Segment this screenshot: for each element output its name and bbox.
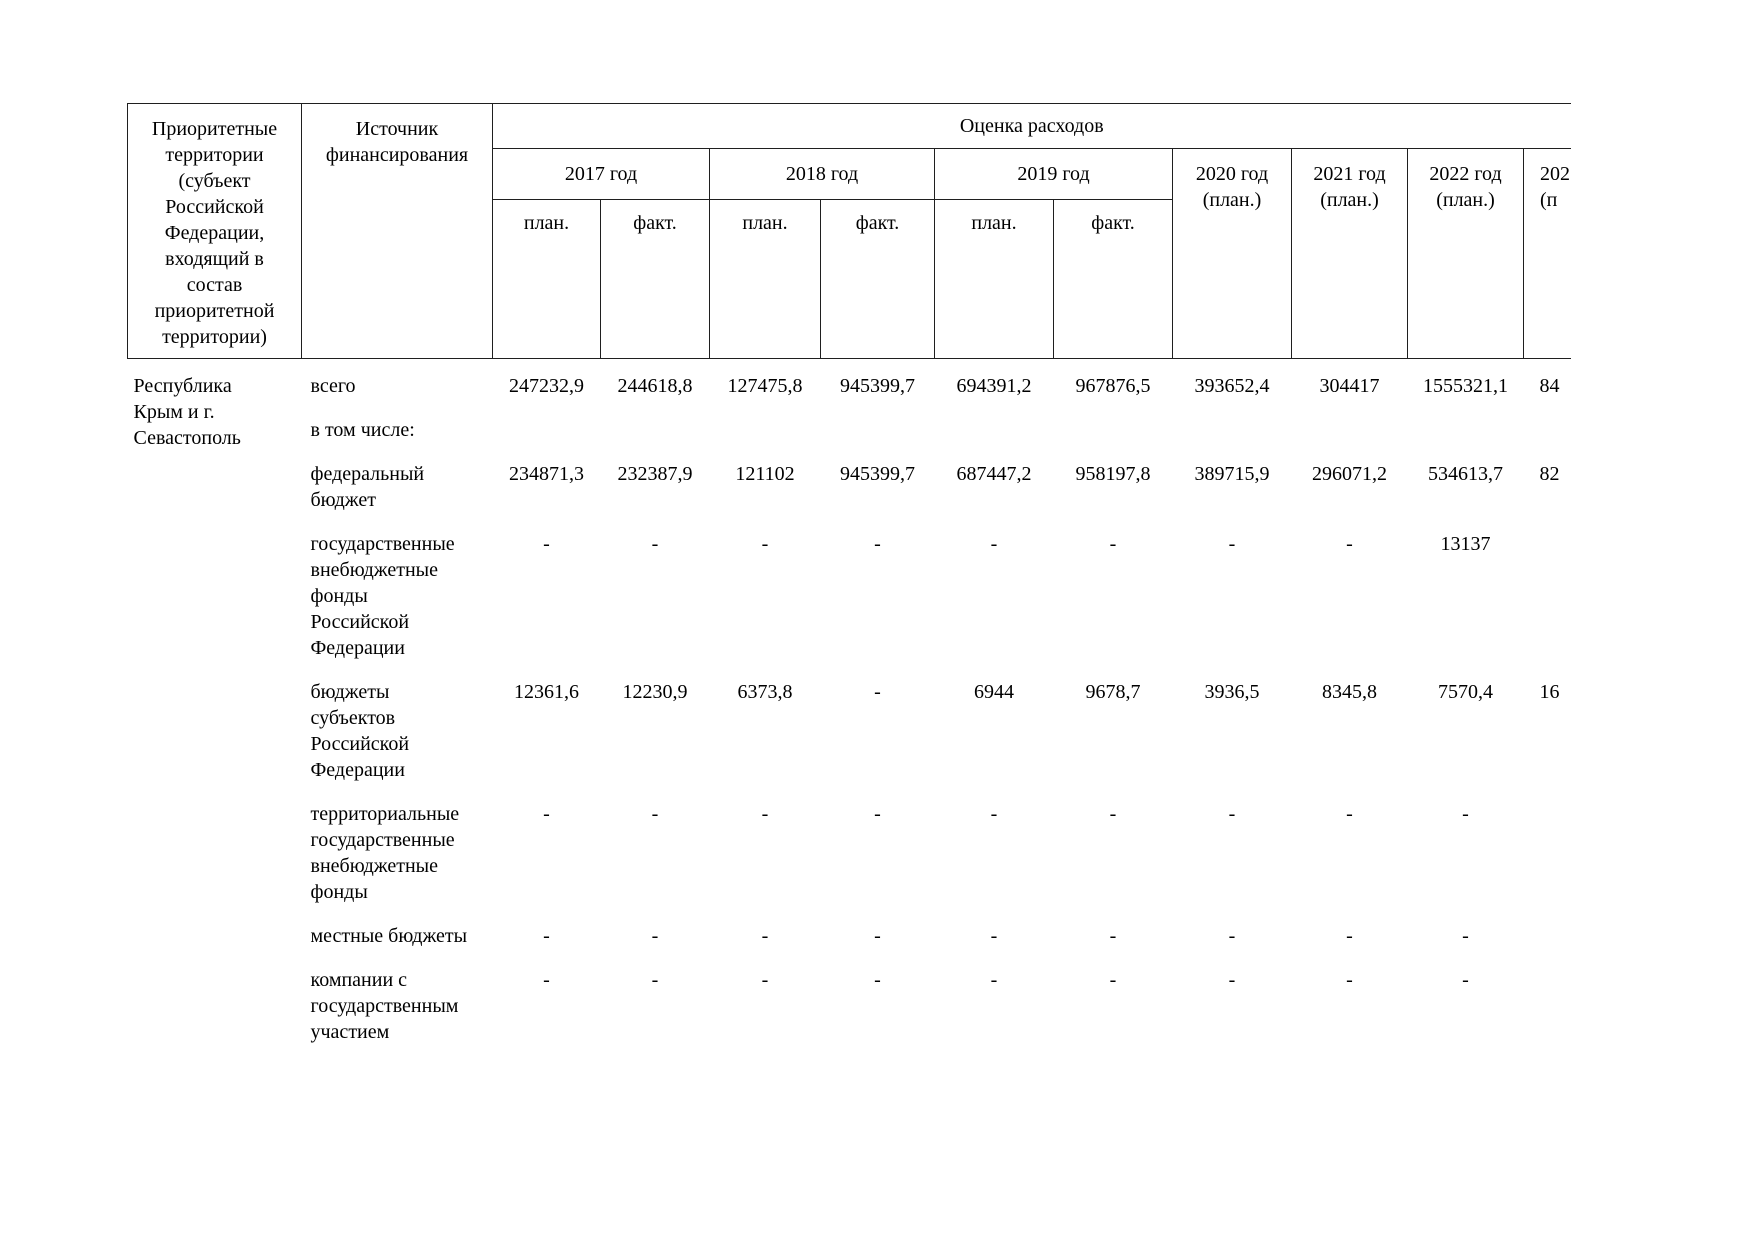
col-header-2020-plan: 2020 год (план.) xyxy=(1173,149,1292,359)
value-cell: - xyxy=(874,803,881,825)
value-cell: - xyxy=(1462,925,1469,947)
value-cell: - xyxy=(990,969,998,991)
value-cell xyxy=(493,417,601,461)
subcol-fact-2018: факт. xyxy=(821,200,935,359)
value-cell: 687447,2 xyxy=(956,463,1032,485)
value-cell-clipped: 84 xyxy=(1539,375,1560,397)
value-cell: - xyxy=(1109,969,1117,991)
value-cell: 534613,7 xyxy=(1428,463,1503,485)
value-cell: 7570,4 xyxy=(1438,681,1493,703)
table-row-state-companies xyxy=(128,967,1571,1063)
source-cell: федеральный бюджет xyxy=(310,463,425,511)
value-cell xyxy=(1292,417,1408,461)
value-cell: - xyxy=(874,533,881,555)
subcol-fact-2017: факт. xyxy=(601,200,710,359)
value-cell: - xyxy=(761,925,769,947)
value-cell: - xyxy=(990,925,998,947)
value-cell: - xyxy=(1462,969,1469,991)
territory-cell: Республика Крым и г. Севастополь xyxy=(133,375,241,449)
value-cell: - xyxy=(1346,925,1353,947)
value-cell: 247232,9 xyxy=(509,375,584,397)
value-cell: - xyxy=(1228,803,1236,825)
value-cell: - xyxy=(874,925,881,947)
table-row-including xyxy=(128,417,1571,461)
value-cell: - xyxy=(1346,969,1353,991)
col-header-2019: 2019 год xyxy=(935,149,1173,200)
source-cell: компании с государственным участием xyxy=(310,969,459,1043)
value-cell xyxy=(1408,417,1524,461)
value-cell: 389715,9 xyxy=(1194,463,1270,485)
value-cell: 6944 xyxy=(974,681,1014,703)
value-cell: 967876,5 xyxy=(1075,375,1151,397)
value-cell: - xyxy=(761,803,769,825)
value-cell: - xyxy=(990,803,998,825)
value-cell xyxy=(601,417,710,461)
value-cell: 958197,8 xyxy=(1075,463,1151,485)
source-cell: бюджеты субъектов Российской Федерации xyxy=(310,681,410,781)
subcol-fact-2019: факт. xyxy=(1054,200,1173,359)
col-header-2022-plan: 2022 год (план.) xyxy=(1408,149,1524,359)
value-cell: - xyxy=(990,533,998,555)
col-header-territory: Приоритетные территории (субъект Российской Федерации, входящий в состав приоритетной территории) xyxy=(128,104,302,359)
col-header-year-clipped: 202 (п xyxy=(1524,149,1571,359)
value-cell: - xyxy=(1346,533,1353,555)
value-cell: - xyxy=(1228,925,1236,947)
col-header-expenses: Оценка расходов xyxy=(493,104,1571,149)
col-header-source: Источник финансирования xyxy=(302,104,493,359)
value-cell: - xyxy=(543,925,550,947)
value-cell: - xyxy=(761,533,769,555)
source-cell: местные бюджеты xyxy=(310,925,468,947)
value-cell: - xyxy=(1109,533,1117,555)
value-cell: 1555321,1 xyxy=(1423,375,1508,397)
value-cell xyxy=(710,417,821,461)
value-cell: - xyxy=(543,803,550,825)
value-cell: 234871,3 xyxy=(509,463,584,485)
value-cell: - xyxy=(874,969,881,991)
value-cell: - xyxy=(543,969,550,991)
value-cell-clipped: 82 xyxy=(1539,463,1560,485)
table-row-regional-budgets xyxy=(128,679,1571,801)
value-cell: 244618,8 xyxy=(617,375,693,397)
value-cell: 945399,7 xyxy=(840,463,915,485)
expenses-table xyxy=(127,103,1571,1063)
col-header-2018: 2018 год xyxy=(710,149,935,200)
source-cell: территориальные государственные внебюджетные фонды xyxy=(310,803,460,903)
value-cell: 6373,8 xyxy=(737,681,793,703)
value-cell: - xyxy=(1109,803,1117,825)
value-cell: 694391,2 xyxy=(956,375,1032,397)
subcol-plan-2017: план. xyxy=(493,200,601,359)
value-cell: - xyxy=(761,969,769,991)
table-row-local-budgets xyxy=(128,923,1571,967)
value-cell: - xyxy=(1228,533,1236,555)
value-cell xyxy=(1054,417,1173,461)
table-row-state-extrabudgetary-funds xyxy=(128,531,1571,679)
value-cell-clipped xyxy=(1524,801,1571,923)
value-cell: - xyxy=(1228,969,1236,991)
value-cell: - xyxy=(543,533,550,555)
table-row-total xyxy=(128,359,1571,418)
subcol-plan-2019: план. xyxy=(935,200,1054,359)
value-cell: 127475,8 xyxy=(727,375,803,397)
value-cell: 12361,6 xyxy=(514,681,579,703)
value-cell: 393652,4 xyxy=(1194,375,1270,397)
table-row-federal-budget xyxy=(128,461,1571,531)
value-cell: - xyxy=(651,533,659,555)
value-cell-clipped xyxy=(1524,923,1571,967)
value-cell: 8345,8 xyxy=(1322,681,1377,703)
value-cell: 121102 xyxy=(735,463,795,485)
source-cell: всего xyxy=(310,375,356,397)
value-cell: 3936,5 xyxy=(1204,681,1260,703)
col-header-2021-plan: 2021 год (план.) xyxy=(1292,149,1408,359)
value-cell: 945399,7 xyxy=(840,375,915,397)
value-cell-clipped xyxy=(1524,417,1571,461)
value-cell: 296071,2 xyxy=(1312,463,1387,485)
header-row-top xyxy=(128,104,1571,149)
subcol-plan-2018: план. xyxy=(710,200,821,359)
value-cell: - xyxy=(1462,803,1469,825)
source-cell: государственные внебюджетные фонды Российской Федерации xyxy=(310,533,455,659)
value-cell-clipped xyxy=(1524,967,1571,1063)
value-cell xyxy=(1173,417,1292,461)
value-cell: 12230,9 xyxy=(622,681,688,703)
value-cell: 304417 xyxy=(1319,375,1380,397)
value-cell: - xyxy=(1346,803,1353,825)
value-cell: 232387,9 xyxy=(617,463,693,485)
value-cell: - xyxy=(651,969,659,991)
value-cell xyxy=(935,417,1054,461)
value-cell: - xyxy=(651,925,659,947)
value-cell: 13137 xyxy=(1440,533,1491,555)
source-cell: в том числе: xyxy=(310,419,415,441)
value-cell: - xyxy=(874,681,881,703)
value-cell: - xyxy=(1109,925,1117,947)
value-cell xyxy=(821,417,935,461)
value-cell-clipped xyxy=(1524,531,1571,679)
col-header-2017: 2017 год xyxy=(493,149,710,200)
value-cell: - xyxy=(651,803,659,825)
table-row-territorial-funds xyxy=(128,801,1571,923)
value-cell: 9678,7 xyxy=(1085,681,1141,703)
value-cell-clipped: 16 xyxy=(1539,681,1560,703)
